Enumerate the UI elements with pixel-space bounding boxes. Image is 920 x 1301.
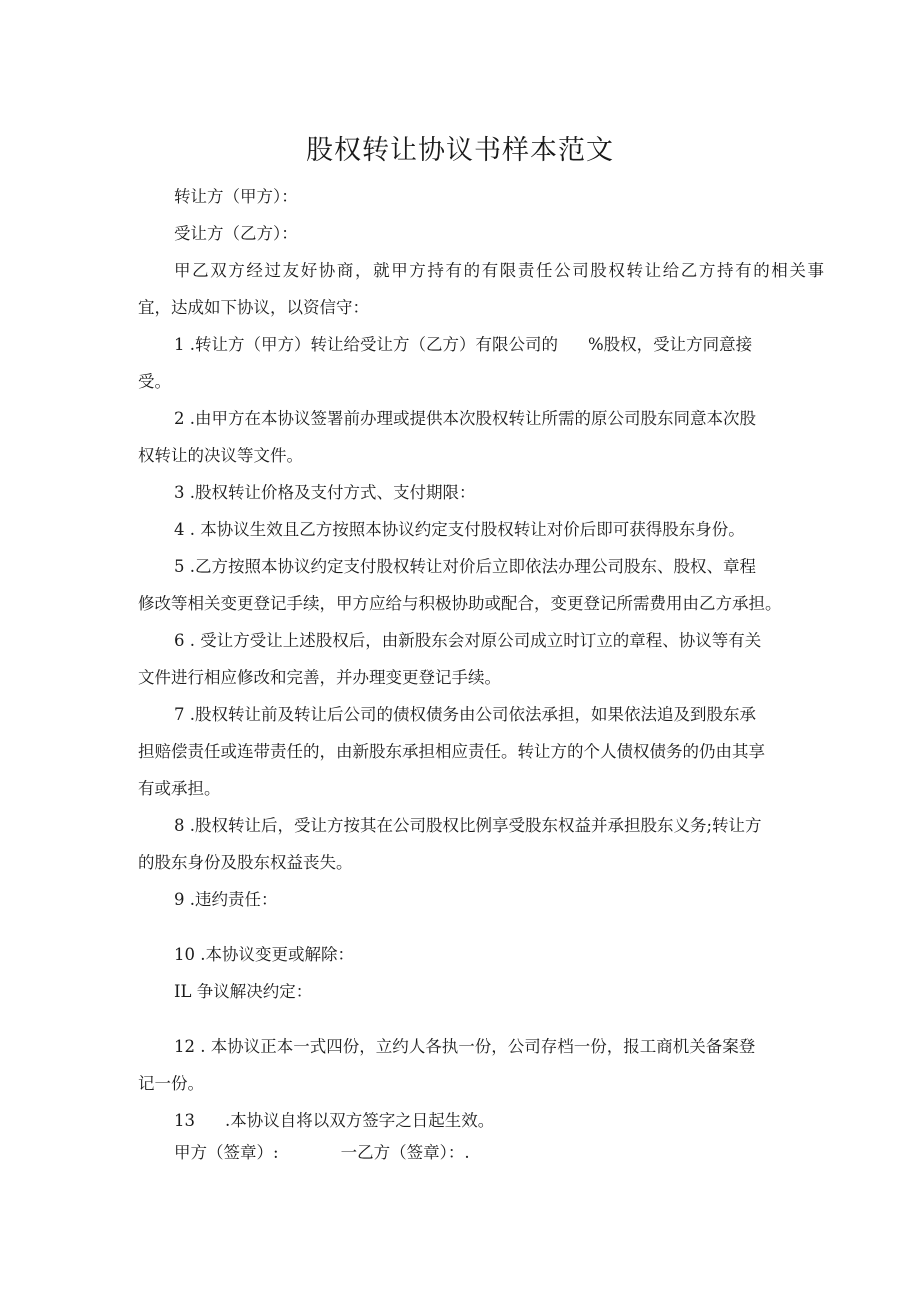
clause-number: 9: [174, 890, 185, 909]
clause-number: 8: [174, 816, 185, 835]
clause-6-line-2: 文件进行相应修改和完善，并办理变更登记手续。: [138, 668, 501, 687]
clause-7-line-2: 担赔偿责任或连带责任的，由新股东承担相应责任。转让方的个人债权债务的仍由其享: [138, 742, 765, 761]
clause-text: .股权转让价格及支付方式、支付期限：: [189, 483, 476, 502]
document-title: 股权转让协议书样本范文: [306, 135, 614, 166]
clause-text: .本协议自将以双方签字之日起生效。: [225, 1111, 495, 1130]
clause-text: .转让方（甲方）转让给受让方（乙方）有限公司的: [189, 335, 558, 354]
clause-text: .违约责任：: [189, 890, 278, 909]
clause-number: 1: [174, 335, 185, 354]
clause-4-line-1: [138, 511, 824, 548]
party-a-signature: 甲方（签章）:: [174, 1143, 279, 1162]
clause-number: 2: [174, 409, 185, 428]
clause-number: 10: [174, 945, 195, 964]
clause-8-line-2: 的股东身份及股东权益丧失。: [138, 853, 353, 872]
clause-number: 5: [174, 557, 185, 576]
clause-2-line-1: [138, 400, 824, 437]
clause-text: %股权，受让方同意接: [588, 335, 753, 354]
clause-1-line-2: 受。: [138, 372, 171, 391]
clause-7-line-3: 有或承担。: [138, 779, 221, 798]
clause-text: . 本协议生效且乙方按照本协议约定支付股权转让对价后即可获得股东身份。: [189, 520, 745, 539]
transferor-line: 转让方（甲方）：: [174, 187, 298, 206]
clause-text: . 受让方受让上述股权后，由新股东会对原公司成立时订立的章程、协议等有关: [189, 631, 762, 650]
clause-5-line-2: 修改等相关变更登记手续，甲方应给与积极协助或配合，变更登记所需费用由乙方承担。: [138, 594, 782, 613]
clause-text: .本协议变更或解除：: [200, 945, 354, 964]
party-b-signature: 一乙方（签章）：.: [340, 1143, 470, 1162]
clause-number: 13: [174, 1111, 195, 1130]
signature-line: [138, 1134, 824, 1171]
clause-number: 12: [174, 1037, 195, 1056]
clause-number: 7: [174, 705, 185, 724]
clause-text: . 本协议正本一式四份，立约人各执一份，公司存档一份，报工商机关备案登: [200, 1037, 756, 1056]
clause-7-line-1: [138, 696, 824, 733]
clause-number: 6: [174, 631, 185, 650]
clause-3-line-1: [138, 474, 824, 511]
clause-1-line-1: [138, 326, 824, 363]
clause-12-line-1: [138, 1028, 824, 1065]
clause-text: 争议解决约定：: [196, 982, 313, 1001]
clause-12-line-2: 记一份。: [138, 1074, 204, 1093]
clause-text: .乙方按照本协议约定支付股权转让对价后立即依法办理公司股东、股权、章程: [189, 557, 756, 576]
clause-8-line-1: [138, 807, 824, 844]
clause-2-line-2: 权转让的决议等文件。: [138, 446, 303, 465]
clause-5-line-1: [138, 548, 824, 585]
clause-number: IL: [174, 982, 192, 1001]
intro-line-2: 宜，达成如下协议，以资信守：: [138, 298, 369, 317]
clause-6-line-1: [138, 622, 824, 659]
clause-number: 3: [174, 483, 185, 502]
intro-line-1: 甲乙双方经过友好协商，就甲方持有的有限责任公司股权转让给乙方持有的相关事: [174, 261, 824, 280]
transferee-line: 受让方（乙方）：: [174, 224, 298, 243]
clause-text: .股权转让前及转让后公司的债权债务由公司依法承担，如果依法追及到股东承: [189, 705, 756, 724]
clause-11-line-1: [138, 973, 824, 1010]
clause-text: .由甲方在本协议签署前办理或提供本次股权转让所需的原公司股东同意本次股: [189, 409, 756, 428]
clause-10-line-1: [138, 936, 824, 973]
clause-9-line-1: [138, 881, 824, 918]
clause-text: .股权转让后，受让方按其在公司股权比例享受股东权益并承担股东义务;转让方: [189, 816, 762, 835]
clause-number: 4: [174, 520, 185, 539]
